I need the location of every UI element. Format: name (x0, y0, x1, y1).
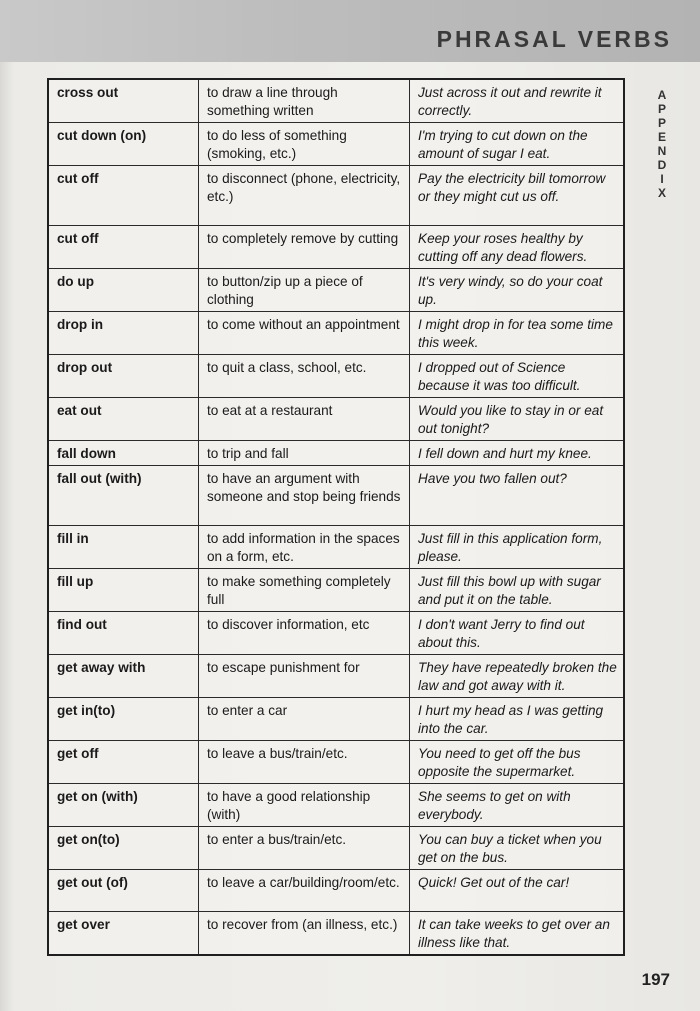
table-row (48, 79, 624, 123)
meaning-cell: to discover information, etc (199, 612, 410, 655)
verb-cell: get over (48, 912, 199, 956)
verb-cell: fill in (48, 526, 199, 569)
example-cell: I'm trying to cut down on the amount of sugar I eat. (410, 123, 625, 166)
verb-cell: fall out (with) (48, 466, 199, 526)
meaning-cell: to leave a car/building/room/etc. (199, 870, 410, 912)
example-cell: Quick! Get out of the car! (410, 870, 625, 912)
verb-cell: cut off (48, 226, 199, 269)
verb-cell: get in(to) (48, 698, 199, 741)
verb-cell: get on(to) (48, 827, 199, 870)
example-cell: Keep your roses healthy by cutting off any dead flowers. (410, 226, 625, 269)
meaning-cell: to disconnect (phone, electricity, etc.) (199, 166, 410, 226)
meaning-cell: to button/zip up a piece of clothing (199, 269, 410, 312)
table-row (48, 612, 624, 655)
meaning-cell: to draw a line through something written (199, 79, 410, 123)
meaning-cell: to enter a bus/train/etc. (199, 827, 410, 870)
example-cell: I fell down and hurt my knee. (410, 441, 625, 466)
example-cell: Just fill this bowl up with sugar and put it on the table. (410, 569, 625, 612)
table-row (48, 166, 624, 226)
table-row (48, 226, 624, 269)
verb-cell: get off (48, 741, 199, 784)
verb-cell: get on (with) (48, 784, 199, 827)
verb-cell: eat out (48, 398, 199, 441)
example-cell: I might drop in for tea some time this week. (410, 312, 625, 355)
page-title: PHRASAL VERBS (436, 26, 672, 52)
meaning-cell: to quit a class, school, etc. (199, 355, 410, 398)
table-row (48, 569, 624, 612)
meaning-cell: to eat at a restaurant (199, 398, 410, 441)
example-cell: Would you like to stay in or eat out tonight? (410, 398, 625, 441)
meaning-cell: to completely remove by cutting (199, 226, 410, 269)
appendix-side-label (652, 88, 672, 200)
page-number: 197 (641, 970, 670, 989)
example-cell: Just fill in this application form, please. (410, 526, 625, 569)
meaning-cell: to do less of something (smoking, etc.) (199, 123, 410, 166)
meaning-cell: to escape punishment for (199, 655, 410, 698)
appendix-label-text: A P P E N D I X (657, 88, 667, 200)
example-cell: I dropped out of Science because it was too difficult. (410, 355, 625, 398)
example-cell: Have you two fallen out? (410, 466, 625, 526)
table-row (48, 526, 624, 569)
verb-cell: cut down (on) (48, 123, 199, 166)
header-band (0, 0, 700, 62)
example-cell: They have repeatedly broken the law and got away with it. (410, 655, 625, 698)
example-cell: It can take weeks to get over an illness like that. (410, 912, 625, 956)
example-cell: I don't want Jerry to find out about this. (410, 612, 625, 655)
table-row (48, 827, 624, 870)
meaning-cell: to come without an appointment (199, 312, 410, 355)
meaning-cell: to add information in the spaces on a form, etc. (199, 526, 410, 569)
table-row (48, 698, 624, 741)
meaning-cell: to have a good relationship (with) (199, 784, 410, 827)
example-cell: She seems to get on with everybody. (410, 784, 625, 827)
table-row (48, 312, 624, 355)
table-row (48, 870, 624, 912)
table-row (48, 398, 624, 441)
table-row (48, 441, 624, 466)
verb-cell: do up (48, 269, 199, 312)
meaning-cell: to recover from (an illness, etc.) (199, 912, 410, 956)
table-row (48, 269, 624, 312)
meaning-cell: to leave a bus/train/etc. (199, 741, 410, 784)
table-row (48, 655, 624, 698)
example-cell: You can buy a ticket when you get on the bus. (410, 827, 625, 870)
meaning-cell: to make something completely full (199, 569, 410, 612)
table-row (48, 123, 624, 166)
verb-cell: drop in (48, 312, 199, 355)
meaning-cell: to enter a car (199, 698, 410, 741)
meaning-cell: to trip and fall (199, 441, 410, 466)
table-row (48, 466, 624, 526)
example-cell: Just across it out and rewrite it correctly. (410, 79, 625, 123)
phrasal-verbs-table (47, 78, 625, 956)
meaning-cell: to have an argument with someone and stop being friends (199, 466, 410, 526)
verb-cell: fill up (48, 569, 199, 612)
example-cell: I hurt my head as I was getting into the car. (410, 698, 625, 741)
verb-cell: get out (of) (48, 870, 199, 912)
verb-cell: cross out (48, 79, 199, 123)
table-row (48, 741, 624, 784)
verb-cell: drop out (48, 355, 199, 398)
verb-cell: get away with (48, 655, 199, 698)
verb-cell: find out (48, 612, 199, 655)
table-row (48, 784, 624, 827)
example-cell: Pay the electricity bill tomorrow or they might cut us off. (410, 166, 625, 226)
example-cell: You need to get off the bus opposite the supermarket. (410, 741, 625, 784)
table-row (48, 912, 624, 956)
table-row (48, 355, 624, 398)
example-cell: It's very windy, so do your coat up. (410, 269, 625, 312)
verb-cell: fall down (48, 441, 199, 466)
verb-cell: cut off (48, 166, 199, 226)
